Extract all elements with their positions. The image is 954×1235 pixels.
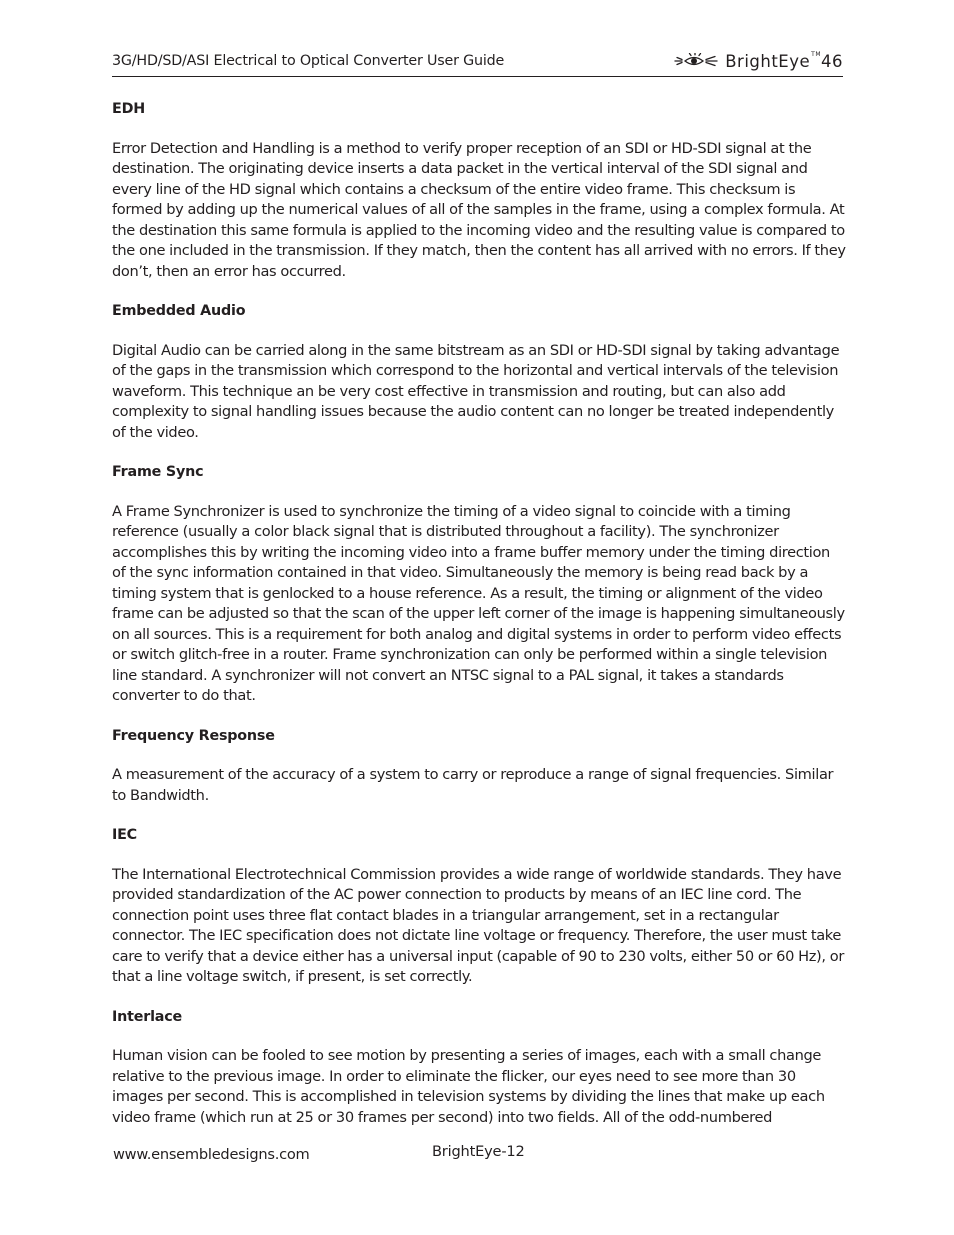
eye-logo-icon [673, 53, 719, 69]
page-number: BrightEye-12 [432, 1143, 525, 1160]
brand-model: 46 [821, 51, 843, 71]
section-body: A Frame Synchronizer is used to synchronize the timing of a video signal to coincide with a timing reference (usually a color black signal that is distributed throughout a facility). The synchronizer accomplishes this by writing the incoming video into a frame buffer memory under the timing direction of the sync information contained in that video. Simultaneously the memory is being read back by a timing system that is genlocked to a house reference. As a result, the timing or alignment of the video frame can be adjusted so that the scan of the upper left corner of the image is happening simultaneously on all sources. This is a requirement for both analog and digital systems in order to perform video effects or switch glitch-free in a router. Frame synchronization can only be performed within a single television line standard. A synchronizer will not convert an NTSC signal to a PAL signal, it takes a standards converter to do that. [112, 502, 845, 704]
section-body: Digital Audio can be carried along in the same bitstream as an SDI or HD-SDI signal by taking advantage of the gaps in the transmission which correspond to the horizontal and vertical intervals of the television waveform. This technique an be very cost effective in transmission and routing, but can also add complexity to signal handling issues because the audio content can no longer be treated independently of the video. [112, 341, 840, 441]
section-interlace [112, 1007, 847, 1129]
section-heading: Embedded Audio [112, 303, 246, 319]
section-heading: Frame Sync [112, 464, 204, 480]
section-frequency-response [112, 726, 847, 807]
footer-website-link[interactable]: www.ensembledesigns.com [113, 1146, 310, 1163]
brand-mark [673, 51, 843, 71]
glossary-content [112, 99, 847, 1147]
section-heading: EDH [112, 101, 145, 117]
section-heading: Frequency Response [112, 727, 275, 744]
section-body: Human vision can be fooled to see motion by presenting a series of images, each with a small change relative to the previous image. In order to eliminate the flicker, our eyes need to see more than 30 images per second. This is accomplished in television systems by dividing the lines that make up each video frame (which run at 25 or 30 frames per second) into two fields. All of the odd-numbered [112, 1047, 825, 1126]
document-title: 3G/HD/SD/ASI Electrical to Optical Converter User Guide [112, 53, 505, 69]
section-heading: IEC [112, 827, 137, 843]
brand-name: BrightEye [725, 51, 811, 71]
section-frame-sync [112, 462, 847, 707]
section-body: A measurement of the accuracy of a system to carry or reproduce a range of signal frequencies. Similar to Bandwidth. [112, 766, 834, 804]
brand-wordmark [725, 52, 843, 71]
section-edh [112, 99, 847, 282]
page-header [112, 52, 843, 77]
trademark-mark: TM [811, 50, 821, 58]
section-iec [112, 825, 847, 988]
section-body: Error Detection and Handling is a method to verify proper reception of an SDI or HD-SDI signal at the destination. The originating device inserts a data packet in the vertical interval of the SDI signal and every line of the HD signal which contains a checksum of the entire video frame. This checksum is formed by adding up the numerical values of all of the samples in the frame, using a complex formula. At the destination this same formula is applied to the incoming video and the resulting value is compared to the one included in the transmission. If they match, then the content has all arrived with no errors. If they don’t, then an error has occurred. [112, 139, 846, 280]
section-body: The International Electrotechnical Commission provides a wide range of worldwide standards. They have provided standardization of the AC power connection to products by means of an IEC line cord. The connection point uses three flat contact blades in a triangular arrangement, set in a rectangular connector. The IEC specification does not dictate line voltage or frequency. Therefore, the user must take care to verify that a device either has a universal input (capable of 90 to 230 volts, either 50 or 60 Hz), or that a line voltage switch, if present, is set correctly. [112, 865, 845, 985]
section-heading: Interlace [112, 1008, 182, 1025]
section-embedded-audio [112, 301, 847, 443]
